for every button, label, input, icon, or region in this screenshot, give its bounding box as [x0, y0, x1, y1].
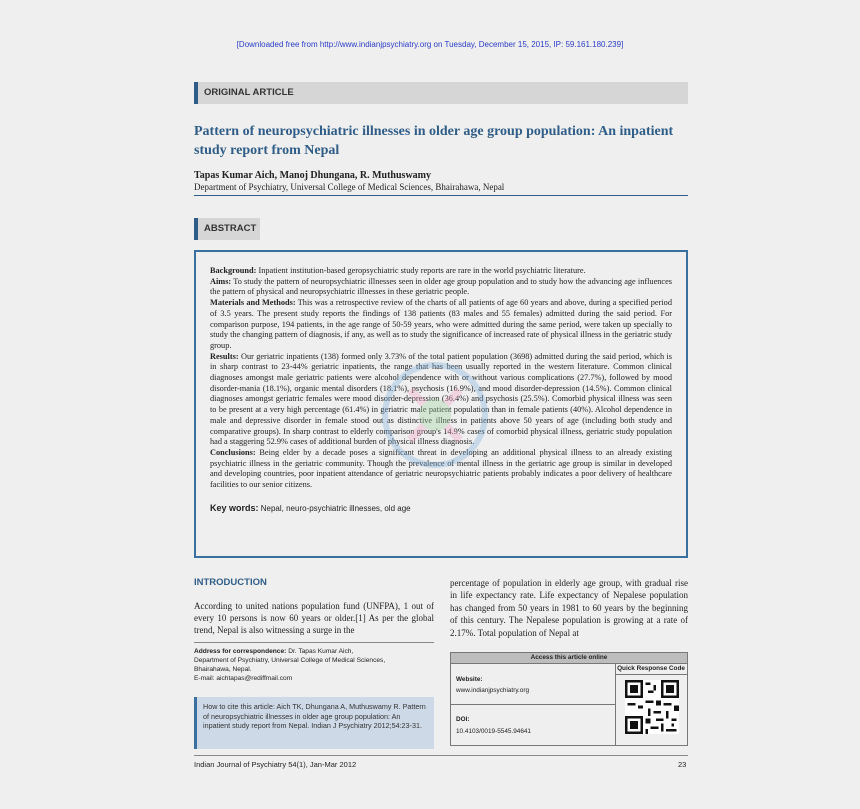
results-label: Results: [210, 351, 239, 361]
correspondence-line-2: Department of Psychiatry, Universal College of Medical Sciences, [194, 657, 386, 664]
section-label: ORIGINAL ARTICLE [194, 82, 688, 104]
qr-panel [615, 664, 687, 745]
keywords-text: Nepal, neuro-psychiatric illnesses, old age [260, 503, 411, 513]
conclusions-label: Conclusions: [210, 447, 256, 457]
abstract-box [194, 250, 688, 558]
abstract-heading: ABSTRACT [194, 218, 260, 240]
aims-label: Aims: [210, 276, 232, 286]
doi-link[interactable]: 10.4103/0019-5545.94641 [456, 728, 531, 735]
authors: Tapas Kumar Aich, Manoj Dhungana, R. Muthuswamy [194, 170, 431, 181]
correspondence-block [194, 642, 434, 683]
introduction-heading: INTRODUCTION [194, 577, 267, 588]
methods-label: Materials and Methods: [210, 298, 296, 308]
aims-text: To study the pattern of neuropsychiatric illnesses seen in older age group population and to study how the advancing age influences the pattern of physical and neuropsychiatric illnesses in these geriatric people. [210, 276, 672, 297]
background-text: Inpatient institution-based geropsychiatric study reports are rare in the world psychiatric literature. [258, 266, 586, 275]
abstract-aims [210, 277, 672, 298]
website-link[interactable]: www.indianjpsychiatry.org [456, 687, 530, 694]
correspondence-label: Address for correspondence: [194, 648, 287, 655]
methods-text: This was a retrospective review of the charts of all patients of age 60 years and above, during a specified period of 3.5 years. The present study reports the findings of 138 patients (83 males and 55 females) admitted during the said period. For comparison purpose, 194 patients, in the age range of 50-59 years, who were admitted during the same period, were taken up specially to study the changing pattern of diagnosis, if any, as well as to study the significance of increased rate of physical illness in the geriatric study group. [210, 298, 672, 350]
abstract-methods [210, 298, 672, 352]
keywords-label: Key words: [210, 502, 259, 513]
abstract-keywords [210, 503, 672, 515]
footer-divider [194, 755, 688, 756]
abstract-conclusions [210, 448, 672, 491]
correspondence-line-3: Bhairahawa, Nepal. [194, 666, 252, 673]
introduction-left-text: According to united nations population fund (UNFPA), 1 out of every 10 persons is now 60 years or older.[1] As per the global trend, Nepal is also witnessing a surge in the [194, 601, 434, 635]
conclusions-text: Being elder by a decade poses a significant threat in developing an additional physical illness to an already existing psychiatric illness in the geriatric community. Though the prevalence of mental illness in the geriatric age group is similar in developed and developing countries, poor inpatient attendance of geriatric neuropsychiatric patients probably indicates a poor delivery of healthcare facilities to our senior citizens. [210, 447, 672, 490]
article-title: Pattern of neuropsychiatric illnesses in older age group population: An inpatient study report from Nepal [194, 124, 674, 158]
citation-box: How to cite this article: Aich TK, Dhungana A, Muthuswamy R. Pattern of neuropsychiatric illnesses in older age group population: An inpatient study report from Nepal. Indian J Psychiatry 2012;54:23-31. [194, 697, 434, 749]
results-text: Our geriatric inpatients (138) formed only 3.73% of the total patient population (3698) admitted during the said period, which is in sharp contrast to 23-44% geriatric inpatients, the range that has been usually reported in the western literature. Common clinical diagnoses amongst male geriatric patients were alcohol dependence with or without various complications (27.7%), followed by mood disorder-mania (18.1%), organic mental disorders (18.1%), psychosis (16.9%), and mood disorder-depression (14.5%). Common clinical diagnoses amongst geriatric females were mood disorder-depression (36.4%) and psychosis (25.5%). Comorbid physical illness was seen to be present at a very high percentage (61.4%) in geriatric male patient population than in female patients (40%). Alcohol dependence in male and depressive disorder in female stood out as distinctive illness in patients above 50 years of age (including both study and comparative groups). In sharp contrast to elderly comparison group's 14.9% cases of comorbid physical illness, geriatric study population had a staggering 52.9% cases of additional burden of physical illness diagnosis. [210, 351, 673, 447]
correspondence-name: Dr. Tapas Kumar Aich, [288, 648, 354, 655]
page-number: 23 [678, 760, 687, 769]
correspondence-email[interactable]: E-mail: aichtapas@rediffmail.com [194, 675, 293, 682]
abstract-results [210, 352, 672, 448]
affiliation: Department of Psychiatry, Universal College of Medical Sciences, Bhairahawa, Nepal [194, 182, 505, 192]
access-heading: Access this article online [451, 653, 687, 664]
correspondence-line-1 [194, 647, 434, 656]
website-label: Website: [456, 676, 483, 683]
qr-label: Quick Response Code [615, 664, 687, 675]
access-online-box [450, 652, 688, 746]
qr-code-icon[interactable] [625, 680, 679, 734]
introduction-right-text: percentage of population in elderly age group, with gradual rise in life expectancy rate. Life expectancy of Nepalese population has changed from 50 years in 1981 to 60 years by the beginning of this century. The Nepalese population is growing at a rate of 2.17%. Total population of Nepal at [450, 578, 688, 638]
access-info [451, 664, 616, 745]
background-label: Background: [210, 266, 257, 275]
access-divider [451, 704, 615, 705]
abstract-background [210, 266, 672, 277]
footer-journal: Indian Journal of Psychiatry 54(1), Jan-Mar 2012 [194, 760, 357, 769]
divider [194, 195, 688, 196]
doi-label: DOI: [456, 716, 470, 723]
download-note[interactable]: [Downloaded free from http://www.indianjpsychiatry.org on Tuesday, December 15, 2015, IP: 59.161.180.239] [236, 40, 624, 49]
